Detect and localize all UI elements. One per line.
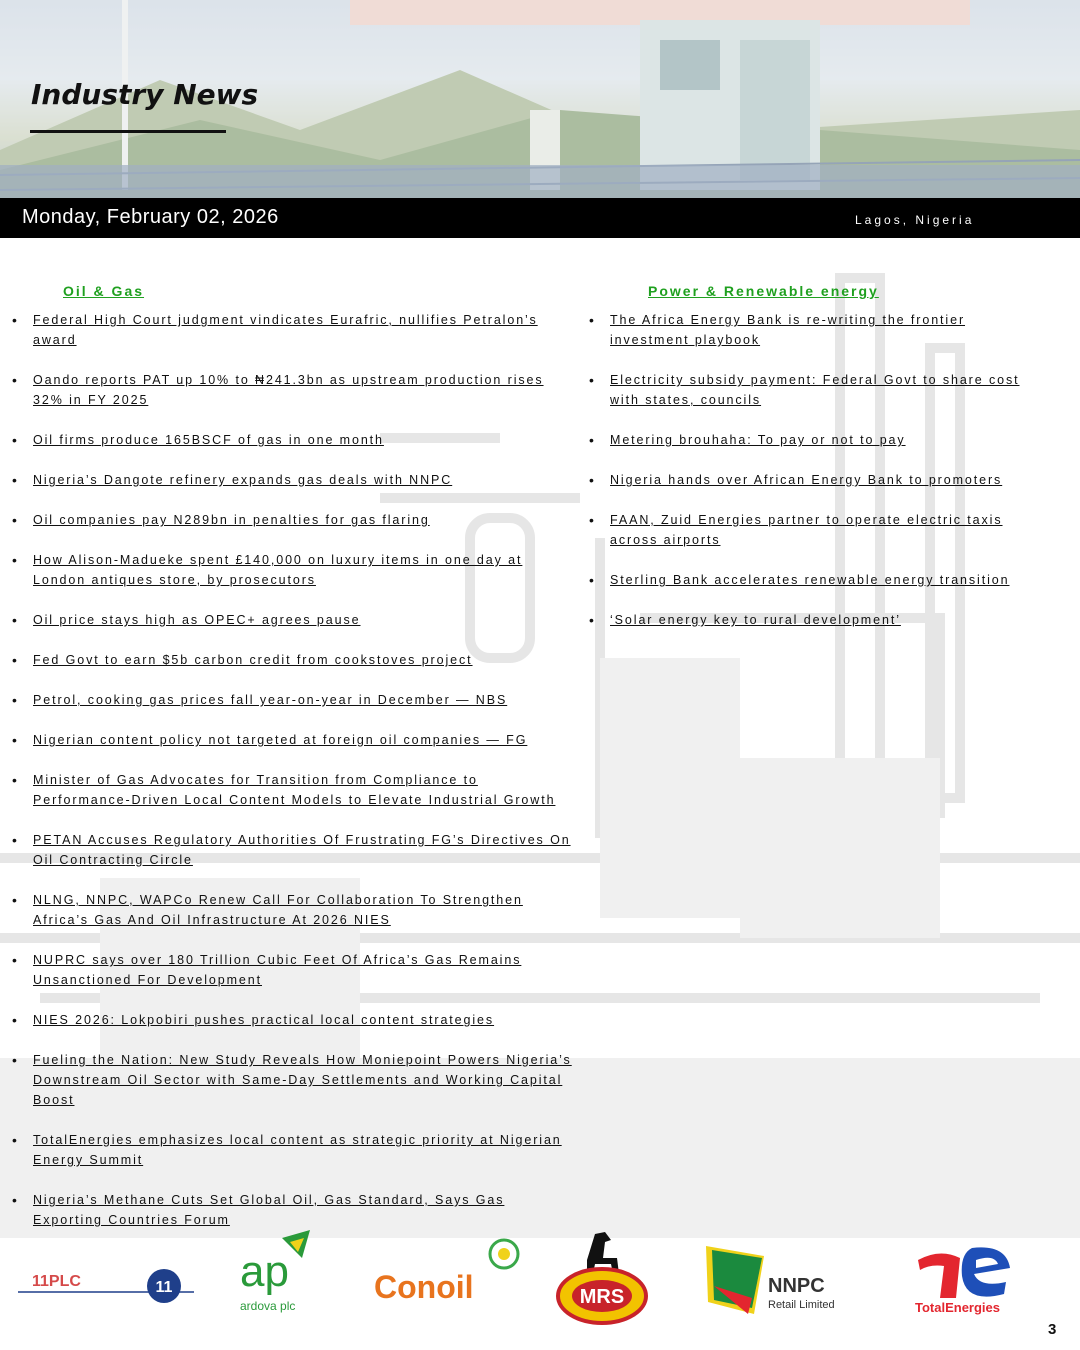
list-item bbox=[10, 1050, 575, 1110]
news-link[interactable]: Nigeria hands over African Energy Bank to promoters bbox=[610, 473, 1003, 487]
date-bar bbox=[0, 198, 1080, 238]
nnpc-logo bbox=[704, 1242, 854, 1317]
eleven-badge-text: 11 bbox=[155, 1279, 173, 1296]
list-item bbox=[587, 430, 1047, 450]
news-link[interactable]: NLNG, NNPC, WAPCo Renew Call For Collaboration To Strengthen Africa’s Gas And Oil Infrastructure At 2026 NIES bbox=[33, 893, 523, 927]
list-item bbox=[10, 1010, 575, 1030]
page-number: 3 bbox=[1048, 1321, 1057, 1338]
list-item bbox=[10, 1190, 575, 1230]
news-link[interactable]: Nigeria’s Dangote refinery expands gas deals with NNPC bbox=[33, 473, 453, 487]
date-text: Monday, February 02, 2026 bbox=[22, 206, 279, 228]
nnpc-text: NNPC bbox=[768, 1275, 825, 1297]
mrs-text: MRS bbox=[579, 1286, 625, 1308]
eleven-plc-logo bbox=[18, 1264, 198, 1306]
totalenergies-text: TotalEnergies bbox=[915, 1300, 1001, 1315]
news-link[interactable]: Petrol, cooking gas prices fall year-on-year in December — NBS bbox=[33, 693, 508, 707]
news-link[interactable]: Federal High Court judgment vindicates Eurafric, nullifies Petralon’s award bbox=[33, 313, 538, 347]
oil-gas-heading: Oil & Gas bbox=[63, 283, 145, 299]
page-title: Industry News bbox=[31, 78, 259, 111]
list-item bbox=[587, 470, 1047, 490]
news-link[interactable]: Nigerian content policy not targeted at foreign oil companies — FG bbox=[33, 733, 528, 747]
sponsor-logos bbox=[0, 1228, 1080, 1338]
list-item bbox=[10, 890, 575, 930]
title-underline bbox=[30, 130, 226, 133]
news-link[interactable]: Oil price stays high as OPEC+ agrees pause bbox=[33, 613, 361, 627]
news-link[interactable]: Oando reports PAT up 10% to ₦241.3bn as upstream production rises 32% in FY 2025 bbox=[33, 373, 544, 407]
eleven-plc-text: 11PLC bbox=[32, 1273, 81, 1290]
nnpc-sub-text: Retail Limited bbox=[768, 1299, 835, 1311]
list-item bbox=[10, 730, 575, 750]
oil-gas-list bbox=[10, 310, 575, 1250]
news-link[interactable]: NIES 2026: Lokpobiri pushes practical local content strategies bbox=[33, 1013, 495, 1027]
news-link[interactable]: Metering brouhaha: To pay or not to pay bbox=[610, 433, 906, 447]
power-list bbox=[587, 310, 1047, 650]
list-item bbox=[10, 370, 575, 410]
ardova-logo bbox=[238, 1228, 318, 1318]
news-link[interactable]: Oil firms produce 165BSCF of gas in one month bbox=[33, 433, 384, 447]
news-link[interactable]: PETAN Accuses Regulatory Authorities Of Frustrating FG’s Directives On Oil Contracting Circle bbox=[33, 833, 571, 867]
ardova-mark: ap bbox=[240, 1247, 289, 1296]
news-link[interactable]: ‘Solar energy key to rural development’ bbox=[610, 613, 901, 627]
list-item bbox=[10, 510, 575, 530]
mrs-logo bbox=[555, 1228, 650, 1326]
news-link[interactable]: The Africa Energy Bank is re-writing the frontier investment playbook bbox=[610, 313, 966, 347]
list-item bbox=[10, 830, 575, 870]
news-link[interactable]: NUPRC says over 180 Trillion Cubic Feet Of Africa’s Gas Remains Unsanctioned For Development bbox=[33, 953, 522, 987]
list-item bbox=[587, 570, 1047, 590]
news-link[interactable]: Electricity subsidy payment: Federal Govt to share cost with states, councils bbox=[610, 373, 1020, 407]
conoil-text: Conoil bbox=[374, 1269, 474, 1305]
news-link[interactable]: FAAN, Zuid Energies partner to operate electric taxis across airports bbox=[610, 513, 1003, 547]
news-link[interactable]: Fed Govt to earn $5b carbon credit from cookstoves project bbox=[33, 653, 473, 667]
news-link[interactable]: Nigeria’s Methane Cuts Set Global Oil, Gas Standard, Says Gas Exporting Countries Forum bbox=[33, 1193, 505, 1227]
power-heading: Power & Renewable energy bbox=[648, 283, 879, 299]
news-link[interactable]: How Alison-Madueke spent £140,000 on luxury items in one day at London antiques store, by prosecutors bbox=[33, 553, 523, 587]
news-link[interactable]: Oil companies pay N289bn in penalties for gas flaring bbox=[33, 513, 430, 527]
list-item bbox=[587, 610, 1047, 630]
list-item bbox=[587, 510, 1047, 550]
list-item bbox=[10, 430, 575, 450]
list-item bbox=[10, 550, 575, 590]
list-item bbox=[587, 370, 1047, 410]
news-link[interactable]: Minister of Gas Advocates for Transition from Compliance to Performance-Driven Local Content Models to Elevate Industrial Growth bbox=[33, 773, 556, 807]
list-item bbox=[10, 1130, 575, 1170]
list-item bbox=[587, 310, 1047, 350]
list-item bbox=[10, 650, 575, 670]
list-item bbox=[10, 610, 575, 630]
conoil-logo bbox=[372, 1236, 532, 1306]
news-link[interactable]: TotalEnergies emphasizes local content as strategic priority at Nigerian Energy Summit bbox=[33, 1133, 562, 1167]
news-link[interactable]: Sterling Bank accelerates renewable energy transition bbox=[610, 573, 1010, 587]
list-item bbox=[10, 470, 575, 490]
list-item bbox=[10, 310, 575, 350]
totalenergies-logo bbox=[910, 1242, 1020, 1317]
ardova-name: ardova plc bbox=[240, 1299, 296, 1313]
location-text: Lagos, Nigeria bbox=[855, 213, 975, 227]
list-item bbox=[10, 770, 575, 810]
list-item bbox=[10, 950, 575, 990]
list-item bbox=[10, 690, 575, 710]
news-link[interactable]: Fueling the Nation: New Study Reveals How Moniepoint Powers Nigeria’s Downstream Oil Sector with Same-Day Settlements and Working Capital Boost bbox=[33, 1053, 572, 1107]
